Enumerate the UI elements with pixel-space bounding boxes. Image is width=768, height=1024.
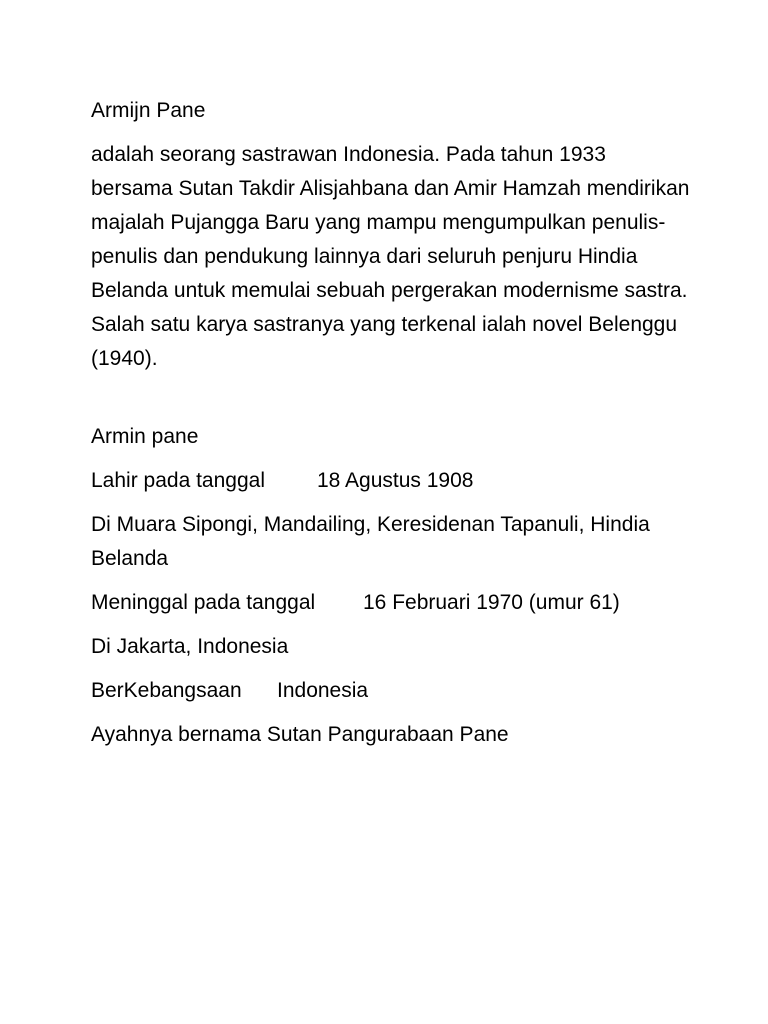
father-line: Ayahnya bernama Sutan Pangurabaan Pane [91, 723, 509, 746]
died-place: Di Jakarta, Indonesia [91, 635, 289, 658]
nationality-line [91, 674, 691, 708]
born-label: Lahir pada tanggal [91, 469, 265, 492]
document-body [91, 94, 691, 752]
born-value: 18 Agustus 1908 [317, 469, 474, 492]
died-line [91, 586, 691, 620]
died-value: 16 Februari 1970 (umur 61) [363, 591, 620, 614]
nationality-label: BerKebangsaan [91, 679, 242, 702]
document-title: Armijn Pane [91, 99, 206, 122]
profile-name: Armin pane [91, 425, 199, 448]
nationality-value: Indonesia [277, 679, 369, 702]
intro-paragraph: adalah seorang sastrawan Indonesia. Pada tahun 1933 bersama Sutan Takdir Alisjahbana dan Amir Hamzah mendirikan majalah Pujangga Baru yang mampu mengumpulkan penulis-penulis dan pendukung lainnya dari seluruh penjuru Hindia Belanda untuk memulai sebuah pergerakan modernisme sastra. Salah satu karya sastranya yang terkenal ialah novel Belenggu (1940). [91, 143, 690, 370]
born-place: Di Muara Sipongi, Mandailing, Keresidenan Tapanuli, Hindia Belanda [91, 513, 650, 570]
died-label: Meninggal pada tanggal [91, 591, 316, 614]
born-line [91, 464, 691, 498]
